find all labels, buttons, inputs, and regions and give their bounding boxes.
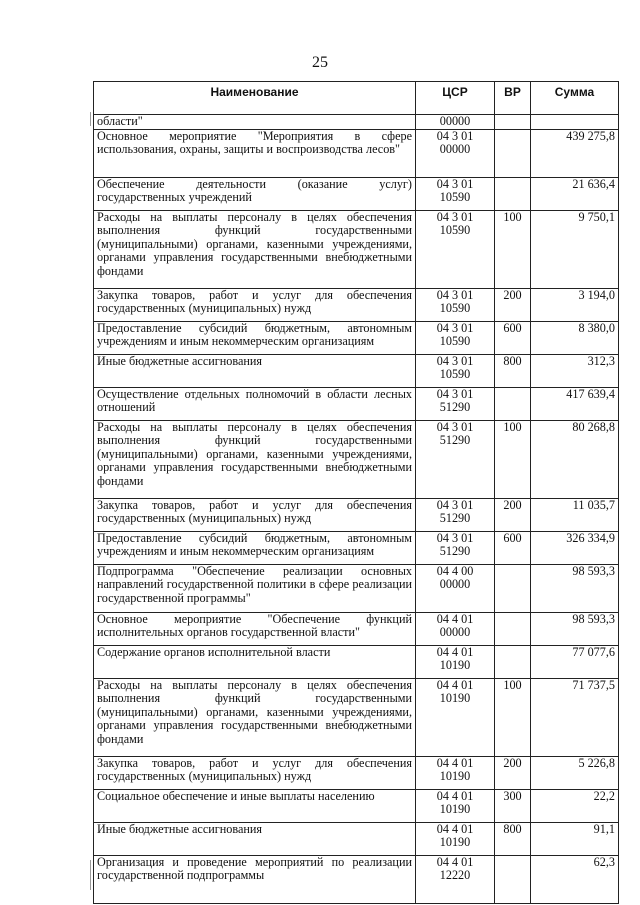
row-name: Закупка товаров, работ и услуг для обеспечения государственных (муниципальных) нужд — [94, 289, 416, 322]
csr-part: 12220 — [439, 868, 471, 883]
row-sum — [531, 115, 619, 130]
row-vr: 800 — [495, 355, 531, 388]
row-vr: 300 — [495, 790, 531, 823]
row-sum: 439 275,8 — [531, 130, 619, 178]
csr-part: 04 3 01 — [436, 129, 474, 143]
row-csr — [416, 565, 495, 613]
csr-part: 04 3 01 — [436, 531, 474, 545]
csr-part: 04 4 00 — [436, 564, 474, 578]
csr-part: 04 4 01 — [436, 789, 474, 803]
row-vr — [495, 613, 531, 646]
row-csr — [416, 115, 495, 130]
left-edge-mark — [90, 860, 91, 890]
table-row — [94, 646, 619, 679]
row-sum: 312,3 — [531, 355, 619, 388]
csr-part: 04 3 01 — [436, 177, 474, 191]
row-sum: 5 226,8 — [531, 757, 619, 790]
table-row — [94, 757, 619, 790]
csr-part: 10190 — [439, 658, 471, 673]
row-csr — [416, 757, 495, 790]
row-vr — [495, 646, 531, 679]
row-name: Закупка товаров, работ и услуг для обеспечения государственных (муниципальных) нужд — [94, 757, 416, 790]
row-vr: 200 — [495, 289, 531, 322]
row-sum: 21 636,4 — [531, 178, 619, 211]
table-row — [94, 823, 619, 856]
csr-part: 10190 — [439, 691, 471, 706]
table-row — [94, 532, 619, 565]
row-name: Социальное обеспечение и иные выплаты населению — [94, 790, 416, 823]
row-name: Расходы на выплаты персоналу в целях обеспечения выполнения функций государственными (муниципальными) органами, казенными учреждениями, органами управления государственными внебюджетными фондами — [94, 679, 416, 757]
csr-part: 04 4 01 — [436, 645, 474, 659]
row-name: Подпрограмма "Обеспечение реализации основных направлений государственной политики в сфере реализации государственной программы" — [94, 565, 416, 613]
row-vr: 200 — [495, 499, 531, 532]
csr-part: 10590 — [439, 301, 471, 316]
row-vr: 100 — [495, 211, 531, 289]
csr-part: 04 4 01 — [436, 756, 474, 770]
row-name: Расходы на выплаты персоналу в целях обеспечения выполнения функций государственными (муниципальными) органами, казенными учреждениями, органами управления государственными внебюджетными фондами — [94, 421, 416, 499]
table-row — [94, 499, 619, 532]
row-vr: 600 — [495, 322, 531, 355]
table-row — [94, 565, 619, 613]
row-sum: 98 593,3 — [531, 565, 619, 613]
row-name: Основное мероприятие "Мероприятия в сфере использования, охраны, защиты и воспроизводства лесов" — [94, 130, 416, 178]
table-header-row — [94, 82, 619, 115]
row-csr — [416, 679, 495, 757]
table-row — [94, 289, 619, 322]
csr-part: 00000 — [439, 114, 471, 128]
row-csr — [416, 322, 495, 355]
row-sum: 326 334,9 — [531, 532, 619, 565]
header-sum: Сумма — [531, 82, 619, 115]
csr-part: 04 3 01 — [436, 420, 474, 434]
row-vr — [495, 115, 531, 130]
row-sum: 417 639,4 — [531, 388, 619, 421]
csr-part: 04 3 01 — [436, 354, 474, 368]
table-row — [94, 115, 619, 130]
row-sum: 3 194,0 — [531, 289, 619, 322]
row-csr — [416, 499, 495, 532]
row-vr: 800 — [495, 823, 531, 856]
table-row — [94, 679, 619, 757]
table-row — [94, 211, 619, 289]
row-csr — [416, 178, 495, 211]
csr-part: 00000 — [439, 577, 471, 592]
page-number: 25 — [312, 54, 328, 71]
csr-part: 10190 — [439, 835, 471, 850]
row-vr — [495, 856, 531, 904]
csr-part: 04 4 01 — [436, 678, 474, 692]
row-name: Предоставление субсидий бюджетным, автономным учреждениям и иным некоммерческим организациям — [94, 532, 416, 565]
table-row — [94, 388, 619, 421]
csr-part: 04 3 01 — [436, 288, 474, 302]
header-vr: ВР — [495, 82, 531, 115]
table-body — [94, 115, 619, 904]
csr-part: 10190 — [439, 769, 471, 784]
csr-part: 00000 — [439, 142, 471, 157]
csr-part: 00000 — [439, 625, 471, 640]
csr-part: 04 4 01 — [436, 612, 474, 626]
row-sum: 98 593,3 — [531, 613, 619, 646]
row-sum: 62,3 — [531, 856, 619, 904]
row-csr — [416, 355, 495, 388]
row-name: Предоставление субсидий бюджетным, автономным учреждениям и иным некоммерческим организациям — [94, 322, 416, 355]
row-vr — [495, 178, 531, 211]
row-csr — [416, 823, 495, 856]
csr-part: 04 3 01 — [436, 210, 474, 224]
row-name: Закупка товаров, работ и услуг для обеспечения государственных (муниципальных) нужд — [94, 499, 416, 532]
row-csr — [416, 790, 495, 823]
row-vr: 100 — [495, 679, 531, 757]
csr-part: 51290 — [439, 433, 471, 448]
table-row — [94, 322, 619, 355]
table-row — [94, 130, 619, 178]
row-csr — [416, 289, 495, 322]
left-edge-mark — [90, 112, 91, 126]
row-vr — [495, 565, 531, 613]
table-row — [94, 178, 619, 211]
row-sum: 80 268,8 — [531, 421, 619, 499]
row-csr — [416, 856, 495, 904]
row-name: Осуществление отдельных полномочий в области лесных отношений — [94, 388, 416, 421]
row-sum: 22,2 — [531, 790, 619, 823]
csr-part: 04 3 01 — [436, 321, 474, 335]
csr-part: 10190 — [439, 802, 471, 817]
row-sum: 77 077,6 — [531, 646, 619, 679]
row-name: Иные бюджетные ассигнования — [94, 823, 416, 856]
row-csr — [416, 646, 495, 679]
csr-part: 10590 — [439, 334, 471, 349]
csr-part: 04 3 01 — [436, 498, 474, 512]
row-name: Иные бюджетные ассигнования — [94, 355, 416, 388]
table-row — [94, 613, 619, 646]
row-sum: 91,1 — [531, 823, 619, 856]
row-vr: 200 — [495, 757, 531, 790]
header-csr: ЦСР — [416, 82, 495, 115]
csr-part: 10590 — [439, 190, 471, 205]
csr-part: 10590 — [439, 223, 471, 238]
table-row — [94, 856, 619, 904]
row-csr — [416, 130, 495, 178]
csr-part: 51290 — [439, 544, 471, 559]
row-sum: 11 035,7 — [531, 499, 619, 532]
csr-part: 51290 — [439, 511, 471, 526]
row-name: Обеспечение деятельности (оказание услуг) государственных учреждений — [94, 178, 416, 211]
row-sum: 8 380,0 — [531, 322, 619, 355]
header-name: Наименование — [94, 82, 416, 115]
row-name: Расходы на выплаты персоналу в целях обеспечения выполнения функций государственными (муниципальными) органами, казенными учреждениями, органами управления государственными внебюджетными фондами — [94, 211, 416, 289]
table-row — [94, 421, 619, 499]
csr-part: 51290 — [439, 400, 471, 415]
row-csr — [416, 211, 495, 289]
row-name: Основное мероприятие "Обеспечение функций исполнительных органов государственной власти" — [94, 613, 416, 646]
row-sum: 9 750,1 — [531, 211, 619, 289]
row-vr: 100 — [495, 421, 531, 499]
row-vr: 600 — [495, 532, 531, 565]
row-name: Организация и проведение мероприятий по реализации государственной подпрограммы — [94, 856, 416, 904]
row-csr — [416, 421, 495, 499]
row-name: Содержание органов исполнительной власти — [94, 646, 416, 679]
csr-part: 10590 — [439, 367, 471, 382]
csr-part: 04 4 01 — [436, 855, 474, 869]
csr-part: 04 4 01 — [436, 822, 474, 836]
table-row — [94, 790, 619, 823]
row-csr — [416, 613, 495, 646]
row-csr — [416, 388, 495, 421]
table-row — [94, 355, 619, 388]
row-sum: 71 737,5 — [531, 679, 619, 757]
csr-part: 04 3 01 — [436, 387, 474, 401]
row-vr — [495, 130, 531, 178]
row-name: области" — [94, 115, 416, 130]
budget-table — [93, 81, 619, 904]
row-vr — [495, 388, 531, 421]
row-csr — [416, 532, 495, 565]
